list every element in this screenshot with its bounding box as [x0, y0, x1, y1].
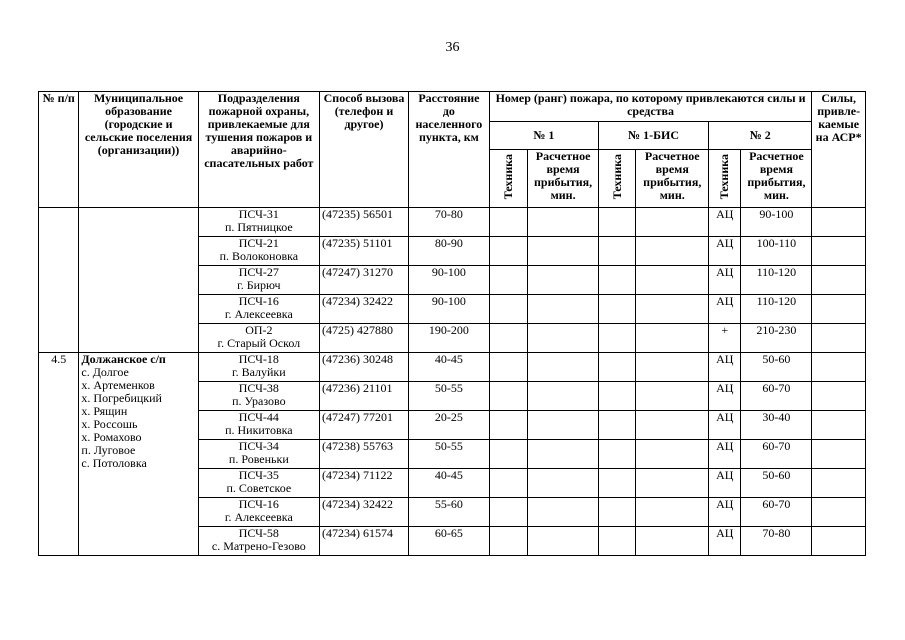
unit-name: ПСЧ-31	[238, 207, 279, 221]
unit-cell	[198, 469, 319, 498]
phone-cell: (47247) 77201	[320, 411, 409, 440]
arrival-rank2-cell: 100-110	[741, 237, 812, 266]
arrival-rank2-cell: 60-70	[741, 498, 812, 527]
header-asr: Силы, привле-каемые на АСР*	[812, 92, 866, 208]
unit-name: ПСЧ-35	[238, 468, 279, 482]
phone-cell: (47234) 61574	[320, 527, 409, 556]
unit-cell	[198, 382, 319, 411]
empty-cell	[636, 266, 709, 295]
unit-cell	[198, 498, 319, 527]
phone-cell: (47234) 32422	[320, 295, 409, 324]
empty-cell	[598, 469, 635, 498]
tech-rank2-cell: АЦ	[709, 353, 741, 382]
municipality-name: Должанское с/п	[81, 352, 166, 366]
settlement-name: х. Россошь	[81, 417, 138, 431]
tech-rank2-cell: АЦ	[709, 469, 741, 498]
empty-cell	[489, 440, 527, 469]
empty-cell	[598, 353, 635, 382]
asr-cell	[812, 208, 866, 237]
header-municipality: Муниципальное образование (городские и сельские поселения (организации))	[79, 92, 198, 208]
empty-cell	[636, 324, 709, 353]
empty-cell	[528, 324, 599, 353]
empty-cell	[598, 208, 635, 237]
empty-cell	[598, 266, 635, 295]
header-rank-2: № 2	[709, 122, 812, 150]
header-arrival-1: Расчетное время прибытия, мин.	[528, 150, 599, 208]
empty-cell	[528, 382, 599, 411]
unit-cell	[198, 266, 319, 295]
asr-cell	[812, 266, 866, 295]
unit-place: г. Алексеевка	[224, 307, 293, 321]
unit-name: ПСЧ-16	[238, 294, 279, 308]
municipality-cell	[79, 208, 198, 353]
unit-place: г. Бирюч	[237, 278, 281, 292]
distance-cell: 70-80	[408, 208, 489, 237]
empty-cell	[528, 208, 599, 237]
settlement-name: х. Рящин	[81, 404, 128, 418]
tech-rank2-cell: АЦ	[709, 208, 741, 237]
empty-cell	[489, 295, 527, 324]
phone-cell: (4725) 427880	[320, 324, 409, 353]
empty-cell	[636, 527, 709, 556]
asr-cell	[812, 527, 866, 556]
settlement-name: с. Долгое	[81, 365, 129, 379]
empty-cell	[528, 527, 599, 556]
empty-cell	[489, 353, 527, 382]
empty-cell	[489, 266, 527, 295]
header-rank-1bis: № 1-БИС	[598, 122, 708, 150]
tech-rank2-cell: АЦ	[709, 527, 741, 556]
header-tech-1bis: Техника	[609, 154, 624, 200]
distance-cell: 90-100	[408, 295, 489, 324]
empty-cell	[528, 411, 599, 440]
phone-cell: (47235) 51101	[320, 237, 409, 266]
asr-cell	[812, 324, 866, 353]
asr-cell	[812, 498, 866, 527]
table-row	[39, 353, 866, 382]
distance-cell: 60-65	[408, 527, 489, 556]
arrival-rank2-cell: 110-120	[741, 266, 812, 295]
unit-name: ПСЧ-21	[238, 236, 279, 250]
unit-place: с. Матрено-Гезово	[211, 539, 306, 553]
row-num: 4.5	[39, 353, 79, 556]
unit-cell	[198, 295, 319, 324]
empty-cell	[636, 498, 709, 527]
empty-cell	[528, 295, 599, 324]
arrival-rank2-cell: 50-60	[741, 469, 812, 498]
unit-place: п. Советское	[226, 481, 292, 495]
empty-cell	[489, 498, 527, 527]
unit-cell	[198, 527, 319, 556]
empty-cell	[598, 324, 635, 353]
arrival-rank2-cell: 110-120	[741, 295, 812, 324]
unit-name: ОП-2	[245, 323, 273, 337]
unit-place: п. Уразово	[232, 394, 286, 408]
unit-cell	[198, 324, 319, 353]
empty-cell	[598, 498, 635, 527]
tech-rank2-cell: АЦ	[709, 295, 741, 324]
unit-cell	[198, 237, 319, 266]
fire-forces-table	[38, 91, 866, 556]
phone-cell: (47234) 32422	[320, 498, 409, 527]
phone-cell: (47236) 30248	[320, 353, 409, 382]
tech-rank2-cell: АЦ	[709, 440, 741, 469]
unit-cell	[198, 440, 319, 469]
unit-name: ПСЧ-34	[238, 439, 279, 453]
unit-name: ПСЧ-58	[238, 526, 279, 540]
header-rank-1: № 1	[489, 122, 598, 150]
phone-cell: (47236) 21101	[320, 382, 409, 411]
distance-cell: 55-60	[408, 498, 489, 527]
distance-cell: 20-25	[408, 411, 489, 440]
empty-cell	[489, 382, 527, 411]
distance-cell: 90-100	[408, 266, 489, 295]
settlement-name: х. Артеменков	[81, 378, 155, 392]
header-call-method: Способ вызова (телефон и другое)	[320, 92, 409, 208]
phone-cell: (47238) 55763	[320, 440, 409, 469]
row-num	[39, 208, 79, 353]
tech-rank2-cell: АЦ	[709, 411, 741, 440]
empty-cell	[636, 411, 709, 440]
header-tech-2: Техника	[717, 154, 732, 200]
header-units: Подразделения пожарной охраны, привлекаемые для тушения пожаров и аварийно-спасательных работ	[198, 92, 319, 208]
settlement-name: с. Потоловка	[81, 456, 147, 470]
arrival-rank2-cell: 30-40	[741, 411, 812, 440]
arrival-rank2-cell: 60-70	[741, 440, 812, 469]
asr-cell	[812, 469, 866, 498]
asr-cell	[812, 295, 866, 324]
empty-cell	[636, 382, 709, 411]
header-num: № п/п	[39, 92, 79, 208]
empty-cell	[636, 440, 709, 469]
unit-name: ПСЧ-16	[238, 497, 279, 511]
empty-cell	[528, 440, 599, 469]
settlement-name: х. Погребицкий	[81, 391, 162, 405]
unit-place: п. Ровеньки	[228, 452, 289, 466]
empty-cell	[528, 237, 599, 266]
tech-rank2-cell: АЦ	[709, 237, 741, 266]
asr-cell	[812, 411, 866, 440]
empty-cell	[598, 440, 635, 469]
empty-cell	[489, 208, 527, 237]
page-number: 36	[445, 40, 460, 55]
empty-cell	[528, 469, 599, 498]
tech-rank2-cell: АЦ	[709, 382, 741, 411]
header-arrival-2: Расчетное время прибытия, мин.	[741, 150, 812, 208]
distance-cell: 80-90	[408, 237, 489, 266]
empty-cell	[489, 411, 527, 440]
header-arrival-1bis: Расчетное время прибытия, мин.	[636, 150, 709, 208]
unit-name: ПСЧ-44	[238, 410, 279, 424]
phone-cell: (47247) 31270	[320, 266, 409, 295]
arrival-rank2-cell: 70-80	[741, 527, 812, 556]
tech-rank2-cell: АЦ	[709, 498, 741, 527]
unit-cell	[198, 411, 319, 440]
settlement-name: х. Ромахово	[81, 430, 142, 444]
empty-cell	[598, 411, 635, 440]
empty-cell	[489, 527, 527, 556]
empty-cell	[528, 266, 599, 295]
tech-rank2-cell: +	[709, 324, 741, 353]
empty-cell	[598, 295, 635, 324]
unit-name: ПСЧ-38	[238, 381, 279, 395]
unit-cell	[198, 353, 319, 382]
distance-cell: 40-45	[408, 353, 489, 382]
asr-cell	[812, 382, 866, 411]
empty-cell	[598, 527, 635, 556]
distance-cell: 190-200	[408, 324, 489, 353]
unit-place: п. Пятницкое	[224, 220, 293, 234]
empty-cell	[489, 237, 527, 266]
header-fire-rank: Номер (ранг) пожара, по которому привлекаются силы и средства	[489, 92, 812, 122]
empty-cell	[489, 469, 527, 498]
arrival-rank2-cell: 60-70	[741, 382, 812, 411]
municipality-cell	[79, 353, 198, 556]
unit-name: ПСЧ-18	[238, 352, 279, 366]
phone-cell: (47234) 71122	[320, 469, 409, 498]
empty-cell	[636, 237, 709, 266]
arrival-rank2-cell: 90-100	[741, 208, 812, 237]
empty-cell	[636, 469, 709, 498]
settlement-name: п. Луговое	[81, 443, 136, 457]
empty-cell	[636, 208, 709, 237]
table-row	[39, 208, 866, 237]
empty-cell	[528, 353, 599, 382]
unit-cell	[198, 208, 319, 237]
arrival-rank2-cell: 210-230	[741, 324, 812, 353]
empty-cell	[598, 382, 635, 411]
unit-name: ПСЧ-27	[238, 265, 279, 279]
unit-place: г. Валуйки	[232, 365, 286, 379]
distance-cell: 40-45	[408, 469, 489, 498]
asr-cell	[812, 440, 866, 469]
asr-cell	[812, 353, 866, 382]
unit-place: г. Старый Оскол	[217, 336, 301, 350]
unit-place: г. Алексеевка	[224, 510, 293, 524]
header-tech-1: Техника	[501, 154, 516, 200]
empty-cell	[598, 237, 635, 266]
distance-cell: 50-55	[408, 382, 489, 411]
empty-cell	[489, 324, 527, 353]
empty-cell	[636, 295, 709, 324]
empty-cell	[636, 353, 709, 382]
phone-cell: (47235) 56501	[320, 208, 409, 237]
unit-place: п. Волоконовка	[219, 249, 299, 263]
arrival-rank2-cell: 50-60	[741, 353, 812, 382]
empty-cell	[528, 498, 599, 527]
asr-cell	[812, 237, 866, 266]
distance-cell: 50-55	[408, 440, 489, 469]
tech-rank2-cell: АЦ	[709, 266, 741, 295]
unit-place: п. Никитовка	[225, 423, 293, 437]
header-distance: Расстояние до населенного пункта, км	[408, 92, 489, 208]
